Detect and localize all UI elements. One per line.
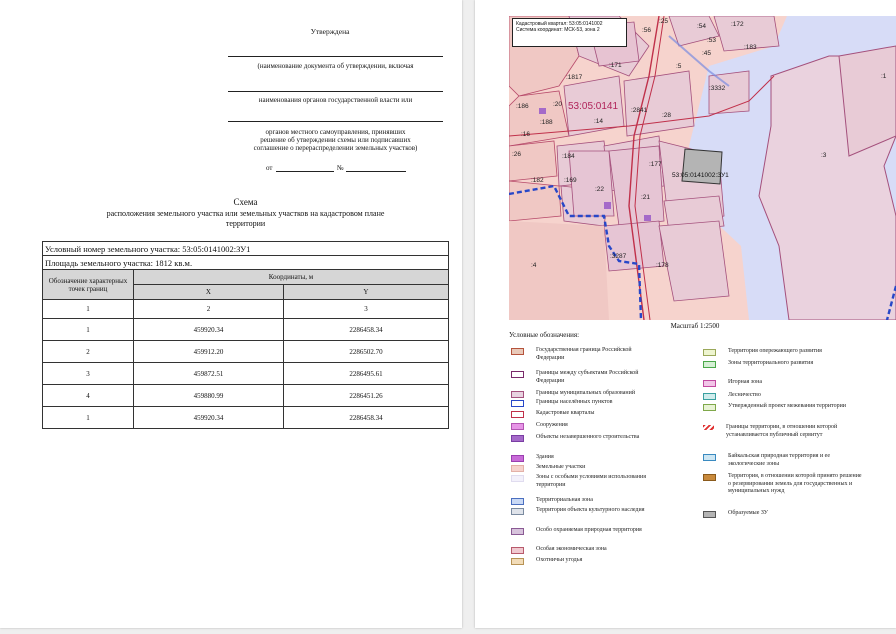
- table-row: [43, 341, 449, 363]
- parcel-label: :22: [595, 186, 605, 193]
- parcel-label: :3287: [610, 253, 627, 260]
- col-coords-header: Координаты, м: [134, 270, 449, 285]
- legend-swatch: [703, 404, 716, 411]
- legend-label: Лесничество: [728, 392, 761, 398]
- parcel-label: :183: [744, 44, 757, 51]
- legend-swatch: [511, 348, 524, 355]
- parcel-label: :26: [512, 151, 522, 158]
- parcel-label: :3332: [709, 85, 726, 92]
- legend-label: Территория объекта культурного наследия: [536, 507, 645, 513]
- parcel-label: :25: [659, 18, 669, 25]
- line-authority: [228, 91, 443, 92]
- y-cell: 2286458.34: [283, 319, 448, 341]
- coordinates-table: [42, 241, 449, 429]
- x-cell: 459920.34: [134, 319, 284, 341]
- parcel-label: :16: [521, 131, 531, 138]
- legend-item: [511, 347, 661, 362]
- legend-item: [511, 464, 661, 472]
- area: Площадь земельного участка: 1812 кв.м.: [43, 256, 449, 270]
- legend-label: Зоны территориального развития: [728, 360, 814, 366]
- legend-swatch: [511, 391, 524, 398]
- legend-item: [511, 454, 661, 462]
- legend-label: Объекты незавершенного строительства: [536, 434, 640, 440]
- index-cell: 2: [134, 300, 284, 319]
- legend-label: Границы муниципальных образований: [536, 390, 636, 396]
- legend-label: Сооружения: [536, 422, 568, 428]
- from-label: от: [266, 164, 273, 172]
- legend-swatch: [511, 465, 524, 472]
- legend-item: [511, 507, 661, 515]
- legend-swatch: [703, 393, 716, 400]
- table-row: [43, 363, 449, 385]
- legend-item: [511, 422, 661, 430]
- col-y-header: Y: [283, 285, 448, 300]
- parcel-label: :184: [562, 153, 575, 160]
- legend-item: [703, 473, 863, 496]
- legend-swatch: [703, 511, 716, 518]
- legend-label: Кадастровые кварталы: [536, 410, 595, 416]
- parcel-label: :45: [702, 50, 712, 57]
- legend-swatch: [703, 454, 716, 461]
- legend-label: Байкальская природная территория и ее экологические зоны: [728, 453, 830, 467]
- legend-swatch: [511, 423, 524, 430]
- point-cell: 1: [43, 407, 134, 429]
- x-cell: 459920.34: [134, 407, 284, 429]
- legend-item: [703, 453, 863, 468]
- parcel-label: :182: [531, 177, 544, 184]
- parcel-label: :53: [707, 37, 717, 44]
- legend-label: Земельные участки: [536, 464, 586, 470]
- legend-item: [703, 360, 863, 368]
- x-cell: 459872.51: [134, 363, 284, 385]
- legend-label: Особо охраняемая природная территория: [536, 527, 642, 533]
- point-cell: 2: [43, 341, 134, 363]
- line-local-gov: [228, 121, 443, 122]
- legend-swatch: [511, 435, 524, 442]
- legend-label: Границы между субъектами Российской Федерации: [536, 370, 639, 384]
- legend-item: [511, 370, 661, 385]
- legend-item: [703, 348, 863, 356]
- legend-item: [511, 497, 661, 505]
- map-svg: [509, 16, 896, 320]
- legend-swatch: [511, 400, 524, 407]
- point-cell: 4: [43, 385, 134, 407]
- legend-swatch: [511, 411, 524, 418]
- map-info-box: [512, 18, 627, 47]
- parcel-label: :54: [697, 23, 707, 30]
- legend-label: Государственная граница Российской Федерации: [536, 347, 632, 361]
- point-cell: 3: [43, 363, 134, 385]
- legend-item: [703, 403, 863, 411]
- info-quarter: Кадастровый квартал: 53:05:0141002: [516, 21, 603, 27]
- document-page-2: [475, 0, 896, 628]
- conditional-number: Условный номер земельного участка: 53:05:0141002:ЗУ1: [43, 242, 449, 256]
- y-cell: 2286458.34: [283, 407, 448, 429]
- legend-label: Особая экономическая зона: [536, 546, 607, 552]
- legend-swatch: [703, 425, 714, 430]
- parcel-label: :169: [564, 177, 577, 184]
- legend-item: [511, 390, 661, 398]
- parcel-label: :1: [881, 73, 887, 80]
- index-cell: 1: [43, 300, 134, 319]
- legend-label: Территориальная зона: [536, 497, 593, 503]
- legend-item: [511, 474, 661, 489]
- scheme-subtitle: расположения земельного участка или земельных участков на кадастровом плане территории: [106, 209, 385, 228]
- legend-label: Территория опережающего развития: [728, 348, 822, 354]
- legend-swatch: [511, 558, 524, 565]
- legend-swatch: [703, 474, 716, 481]
- table-row: [43, 385, 449, 407]
- legend-item: [703, 379, 863, 387]
- x-cell: 459912.20: [134, 341, 284, 363]
- parcel-label: :2841: [631, 107, 648, 114]
- legend-label: Границы территории, в отношении которой устанавливается публичный сервитут: [726, 424, 838, 438]
- legend-item: [703, 424, 863, 439]
- legend-swatch: [703, 349, 716, 356]
- parcel-label: :56: [642, 27, 652, 34]
- col-point-header: Обозначение характерных точек границ: [43, 270, 134, 300]
- local-gov-hint: органов местного самоуправления, принявших решение об утверждении схемы или подписавших соглашение о перераспределении земельных участков): [253, 128, 418, 152]
- parcel-label: :28: [662, 112, 672, 119]
- legend-item: [511, 527, 661, 535]
- legend-swatch: [703, 380, 716, 387]
- legend-label: Границы населённых пунктов: [536, 399, 613, 405]
- scheme-title: Схема: [233, 197, 258, 207]
- formed-parcel-label: 53:05:0141002:ЗУ1: [672, 172, 729, 179]
- info-crs: Система координат: МСК-53, зона 2: [516, 27, 600, 33]
- line-doc: [228, 56, 443, 57]
- doc-name-hint: (наименование документа об утверждении, включая: [257, 62, 414, 70]
- approved-label: Утверждена: [310, 27, 350, 36]
- number-label: №: [337, 164, 344, 172]
- parcel-label: :4: [531, 262, 537, 269]
- line-number: [346, 171, 406, 172]
- y-cell: 2286495.61: [283, 363, 448, 385]
- legend-swatch: [511, 475, 524, 482]
- parcel-label: :171: [609, 62, 622, 69]
- parcel-label: :172: [731, 21, 744, 28]
- legend-swatch: [511, 547, 524, 554]
- parcel-label: :5: [676, 63, 682, 70]
- parcel-label: :20: [553, 101, 563, 108]
- parcel-label: :14: [594, 118, 604, 125]
- y-cell: 2286502.70: [283, 341, 448, 363]
- legend-item: [511, 557, 661, 565]
- index-cell: 3: [283, 300, 448, 319]
- quarter-label: 53:05:0141: [568, 101, 619, 112]
- table-row: [43, 407, 449, 429]
- legend-item: [511, 399, 661, 407]
- legend-swatch: [511, 455, 524, 462]
- legend-swatch: [511, 371, 524, 378]
- legend-swatch: [703, 361, 716, 368]
- x-cell: 459880.99: [134, 385, 284, 407]
- point-cell: 1: [43, 319, 134, 341]
- line-date: [276, 171, 334, 172]
- legend-item: [511, 410, 661, 418]
- legend-label: Игорная зона: [728, 379, 762, 385]
- legend-label: Территория, в отношении которой принято решение о резервировании земель для государственных и муниципальных нужд: [728, 473, 862, 494]
- y-cell: 2286451.26: [283, 385, 448, 407]
- legend-swatch: [511, 528, 524, 535]
- legend-label: Образуемые ЗУ: [728, 510, 768, 516]
- parcel-label: :21: [641, 194, 651, 201]
- parcel-label: :188: [540, 119, 553, 126]
- legend-label: Здания: [536, 454, 554, 460]
- parcel-label: :1817: [566, 74, 583, 81]
- legend-item: [511, 434, 661, 442]
- legend-label: Утвержденный проект межевания территории: [728, 403, 847, 409]
- legend-item: [703, 392, 863, 400]
- cadastral-map[interactable]: [509, 16, 896, 320]
- parcel-label: :177: [649, 161, 662, 168]
- legend-title: Условные обозначения:: [509, 331, 580, 339]
- parcel-label: :3: [821, 152, 827, 159]
- index-row: [43, 300, 449, 319]
- parcel-label: :186: [516, 103, 529, 110]
- legend-label: Охотничьи угодья: [536, 557, 583, 563]
- col-x-header: X: [134, 285, 284, 300]
- authority-hint: наименования органов государственной власти или: [258, 96, 413, 104]
- scale-label: Масштаб 1:2500: [670, 322, 720, 330]
- legend-swatch: [511, 508, 524, 515]
- legend-label: Зоны с особыми условиями использования территории: [536, 474, 646, 488]
- legend-item: [703, 510, 863, 518]
- legend-swatch: [511, 498, 524, 505]
- legend-item: [511, 546, 661, 554]
- parcel-label: :178: [656, 262, 669, 269]
- table-row: [43, 319, 449, 341]
